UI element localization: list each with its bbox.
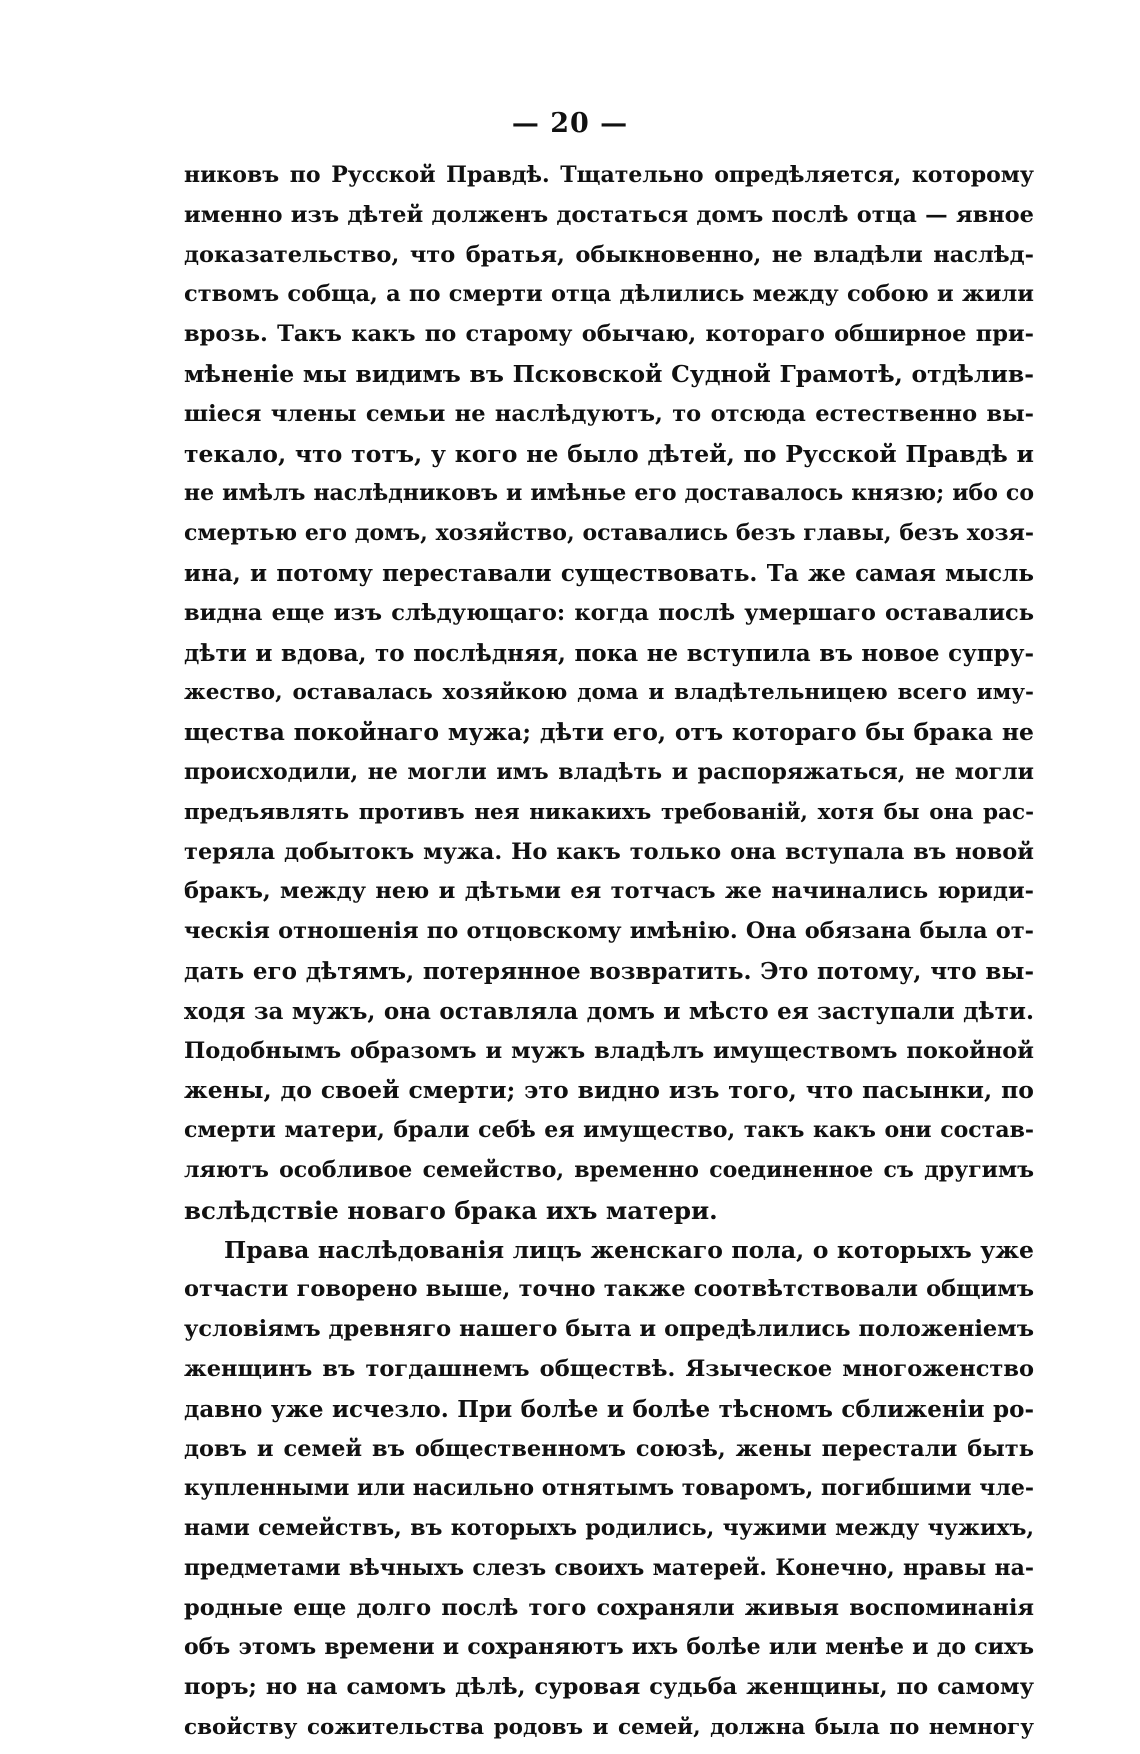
- text-line: женщинъ въ тогдашнемъ обществѣ. Языческое многоженство: [184, 1355, 1034, 1382]
- text-line: мѣненіе мы видимъ въ Псковской Судной Грамотѣ, отдѣлив-: [184, 359, 1034, 388]
- text-line: купленными или насильно отнятымъ товаромъ, погибшими чле-: [184, 1475, 1034, 1502]
- text-line: доказательство, что братья, обыкновенно, не владѣли наслѣд-: [184, 241, 1034, 268]
- text-line: текало, что тотъ, у кого не было дѣтей, по Русской Правдѣ и: [184, 439, 1034, 468]
- text-line: смерти матери, брали себѣ ея имущество, такъ какъ они состав-: [184, 1117, 1034, 1144]
- text-line: объ этомъ времени и сохраняютъ ихъ болѣе или менѣе и до сихъ: [184, 1634, 1034, 1661]
- text-line: теряла добытокъ мужа. Но какъ только она вступала въ новой: [184, 838, 1034, 865]
- text-line: условіямъ древняго нашего быта и опредѣлились положеніемъ: [184, 1316, 1034, 1343]
- text-line: ина, и потому переставали существовать. Та же самая мысль: [184, 559, 1034, 587]
- text-line: не имѣлъ наслѣдниковъ и имѣнье его доставалось князю; ибо со: [184, 480, 1034, 507]
- text-line: смертью его домъ, хозяйство, оставались безъ главы, безъ хозя-: [184, 520, 1034, 547]
- text-line: свойству сожительства родовъ и семей, должна была по немногу: [184, 1715, 1034, 1741]
- text-line: щества покойнаго мужа; дѣти его, отъ котораго бы брака не: [184, 718, 1034, 747]
- text-line: довъ и семей въ общественномъ союзѣ, жены перестали быть: [184, 1435, 1034, 1462]
- text-line: родные еще долго послѣ того сохраняли живыя воспоминанія: [184, 1594, 1034, 1621]
- page-number: — 20 —: [511, 108, 629, 139]
- text-line: давно уже исчезло. При болѣе и болѣе тѣсномъ сближеніи ро-: [184, 1395, 1034, 1423]
- text-line: отчасти говорено выше, точно также соотвѣтствовали общимъ: [184, 1276, 1034, 1303]
- text-line: ляютъ особливое семейство, временно соединенное съ другимъ: [184, 1156, 1034, 1183]
- text-line: предъявлять противъ нея никакихъ требованій, хотя бы она рас-: [184, 799, 1034, 825]
- text-line: Права наслѣдованія лицъ женскаго пола, о которыхъ уже: [224, 1235, 1034, 1264]
- text-line: предметами вѣчныхъ слезъ своихъ матерей. Конечно, нравы на-: [184, 1554, 1034, 1581]
- text-line: именно изъ дѣтей долженъ достаться домъ послѣ отца — явное: [184, 201, 1034, 228]
- text-line: вслѣдствіе новаго брака ихъ матери.: [184, 1195, 718, 1225]
- text-line: врозь. Такъ какъ по старому обычаю, котораго обширное при-: [184, 321, 1034, 348]
- text-line: поръ; но на самомъ дѣлѣ, суровая судьба женщины, по самому: [184, 1674, 1034, 1701]
- text-line: ческія отношенія по отцовскому имѣнію. Она обязана была от-: [184, 918, 1034, 945]
- paragraph-1: [184, 156, 1034, 1231]
- text-line: нами семействъ, въ которыхъ родились, чужими между чужихъ,: [184, 1515, 1034, 1542]
- body-text: [184, 156, 1034, 1748]
- text-line: видна еще изъ слѣдующаго: когда послѣ умершаго оставались: [184, 599, 1034, 626]
- text-line: жены, до своей смерти; это видно изъ того, что пасынки, по: [184, 1076, 1034, 1105]
- paragraph-2: [184, 1231, 1034, 1748]
- text-line: шіеся члены семьи не наслѣдуютъ, то отсюда естественно вы-: [184, 400, 1034, 427]
- text-line: никовъ по Русской Правдѣ. Тщательно опредѣляется, которому: [184, 162, 1034, 188]
- text-line: жество, оставалась хозяйкою дома и владѣтельницею всего иму-: [184, 680, 1034, 706]
- text-line: ходя за мужъ, она оставляла домъ и мѣсто ея заступали дѣти.: [184, 997, 1034, 1025]
- text-line: дѣти и вдова, то послѣдняя, пока не вступила въ новое супру-: [184, 639, 1034, 667]
- text-line: Подобнымъ образомъ и мужъ владѣлъ имуществомъ покойной: [184, 1037, 1034, 1064]
- text-line: бракъ, между нею и дѣтьми ея тотчасъ же начинались юриди-: [184, 878, 1034, 905]
- text-line: дать его дѣтямъ, потерянное возвратить. Это потому, что вы-: [184, 957, 1034, 985]
- text-line: происходили, не могли имъ владѣть и распоряжаться, не могли: [184, 758, 1034, 785]
- text-line: ствомъ собща, а по смерти отца дѣлились между собою и жили: [184, 281, 1034, 308]
